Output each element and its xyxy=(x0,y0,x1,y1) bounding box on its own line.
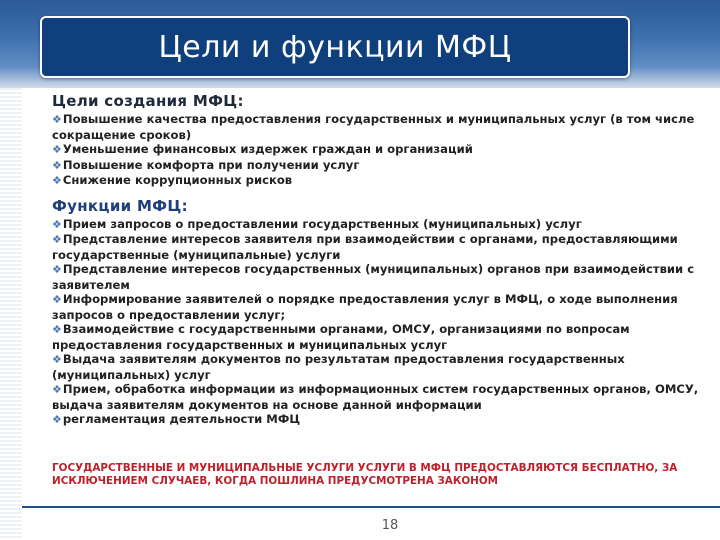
diamond-check-bullet-icon: ❖ xyxy=(52,413,62,426)
goal-item-text: Повышение комфорта при получении услуг xyxy=(62,157,360,172)
function-item-text: Прием, обработка информации из информационных систем государственных органов, ОМСУ, выдача заявителям документов на основе данной информации xyxy=(52,382,699,412)
function-item xyxy=(52,217,702,233)
diamond-check-bullet-icon: ❖ xyxy=(52,217,62,231)
function-item xyxy=(52,382,702,412)
function-item-text: Представление интересов заявителя при взаимодействии с органами, предоставляющими государственные (муниципальные) услуги xyxy=(52,232,678,262)
goal-item xyxy=(52,158,702,174)
diamond-check-bullet-icon: ❖ xyxy=(52,113,62,126)
function-item xyxy=(52,232,702,262)
free-services-notice: ГОСУДАРСТВЕННЫЕ И МУНИЦИПАЛЬНЫЕ УСЛУГИ УСЛУГИ В МФЦ ПРЕДОСТАВЛЯЮТСЯ БЕСПЛАТНО, ЗА ИСКЛЮЧЕНИЕМ СЛУЧАЕВ, КОГДА ПОШЛИНА ПРЕДУСМОТРЕНА ЗАКОНОМ xyxy=(52,462,678,487)
goal-item xyxy=(52,112,702,142)
goal-item-text: Уменьшение финансовых издержек граждан и организаций xyxy=(62,142,473,156)
function-item xyxy=(52,292,702,322)
function-item-text: Выдача заявителям документов по результатам предоставления государственных (муниципальных) услуг xyxy=(52,352,625,382)
function-item-text: Информирование заявителей о порядке предоставления услуг в МФЦ, о ходе выполнения запросов о предоставлении услуг; xyxy=(52,292,678,322)
function-item-text: Прием запросов о предоставлении государственных (муниципальных) услуг xyxy=(62,216,582,231)
diamond-check-bullet-icon: ❖ xyxy=(52,174,62,187)
footer-divider xyxy=(22,506,720,508)
function-item xyxy=(52,352,702,382)
decorative-stripes xyxy=(0,88,22,540)
diamond-check-bullet-icon: ❖ xyxy=(52,383,62,396)
function-item-text: Взаимодействие с государственными органами, ОМСУ, организациями по вопросам предоставления государственных и муниципальных услуг xyxy=(52,322,630,352)
diamond-check-bullet-icon: ❖ xyxy=(52,143,62,156)
diamond-check-bullet-icon: ❖ xyxy=(52,323,62,336)
diamond-check-bullet-icon: ❖ xyxy=(52,353,62,366)
goal-item xyxy=(52,142,702,158)
slide-title: Цели и функции МФЦ xyxy=(158,29,512,65)
diamond-check-bullet-icon: ❖ xyxy=(52,158,62,172)
goal-item-text: Снижение коррупционных рисков xyxy=(62,173,293,187)
goals-heading: Цели создания МФЦ: xyxy=(52,92,244,110)
function-item xyxy=(52,412,702,428)
diamond-check-bullet-icon: ❖ xyxy=(52,233,62,246)
diamond-check-bullet-icon: ❖ xyxy=(52,293,62,306)
page-number: 18 xyxy=(381,518,399,533)
functions-heading: Функции МФЦ: xyxy=(52,196,188,215)
slide-content xyxy=(52,92,702,428)
goal-item xyxy=(52,173,702,189)
goals-list xyxy=(52,112,702,189)
goal-item-text: Повышение качества предоставления государственных и муниципальных услуг (в том числе сокращение сроков) xyxy=(52,112,695,142)
functions-list xyxy=(52,217,702,428)
function-item xyxy=(52,262,702,292)
function-item-text: регламентация деятельности МФЦ xyxy=(62,412,301,426)
function-item-text: Представление интересов государственных (муниципальных) органов при взаимодействии с заявителем xyxy=(52,262,695,292)
diamond-check-bullet-icon: ❖ xyxy=(52,263,62,276)
function-item xyxy=(52,322,702,352)
title-box xyxy=(40,16,630,78)
